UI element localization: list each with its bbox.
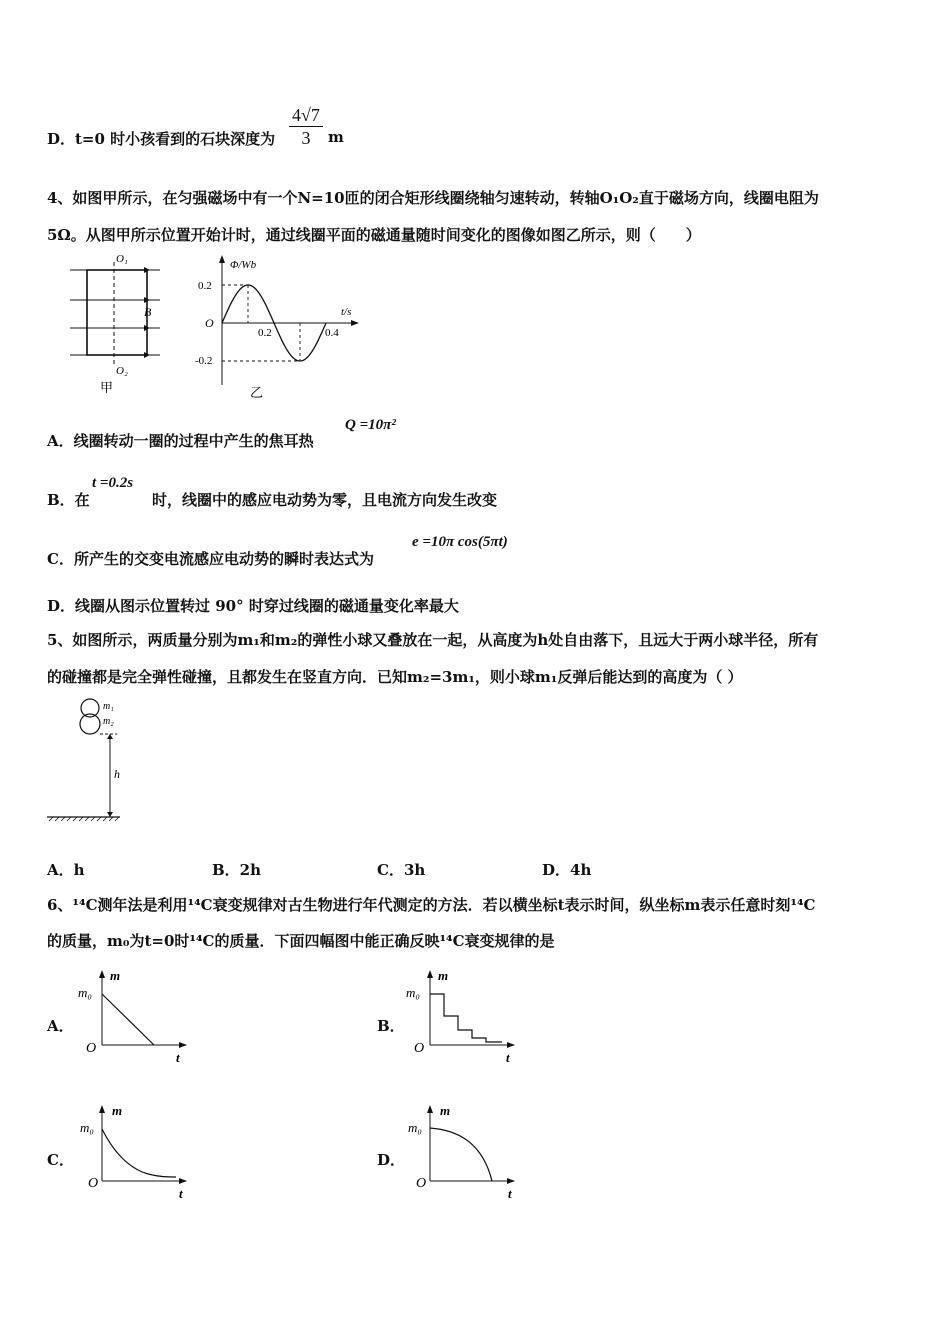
q6-stem-line2: 的质量，m₀为t=0时¹⁴C的质量．下面四幅图中能正确反映¹⁴C衰变规律的是 xyxy=(47,932,555,950)
m0-label: m₀ xyxy=(80,1120,94,1135)
q3-option-d-fraction xyxy=(289,104,323,149)
q5-option-b: B．2h xyxy=(212,861,262,879)
coil-rectangle xyxy=(87,270,147,355)
q4-option-b-suffix: 时，线圈中的感应电动势为零，且电流方向发生改变 xyxy=(152,491,498,509)
x-tick-2: 0.4 xyxy=(325,327,339,339)
x-axis-label: t xyxy=(179,1186,183,1201)
q4-figure-yi-chart xyxy=(195,255,365,405)
m0-label: m₀ xyxy=(406,985,420,1000)
fraction-denominator: 3 xyxy=(301,128,311,148)
q4-stem-line2: 5Ω。从图甲所示位置开始计时，通过线圈平面的磁通量随时间变化的图像如图乙所示，则（ ） xyxy=(47,226,701,244)
origin-label: O xyxy=(86,1041,97,1056)
q6-graph-d xyxy=(406,1103,526,1203)
y-axis-label: m xyxy=(440,1103,451,1118)
fraction-numerator: 4√7 xyxy=(289,104,323,127)
origin-label: O xyxy=(414,1041,425,1056)
q6-option-d-label: D． xyxy=(377,1151,406,1169)
q6-graph-a xyxy=(78,968,198,1068)
axis-bottom-label: O₂ xyxy=(116,365,128,377)
q5-figure xyxy=(45,695,135,830)
x-axis-label: t xyxy=(508,1186,512,1201)
y-axis-label: m xyxy=(112,1103,123,1118)
origin-label: O xyxy=(88,1176,99,1191)
q4-option-d: D．线圈从图示位置转过 90° 时穿过线圈的磁通量变化率最大 xyxy=(47,597,459,615)
figure-caption: 甲 xyxy=(100,380,114,395)
q5-option-a: A．h xyxy=(47,861,85,879)
q5-stem-line1: 5、如图所示，两质量分别为m₁和m₂的弹性小球又叠放在一起，从高度为h处自由落下，且远大于两小球半径，所有 xyxy=(47,631,819,649)
y-axis-label: m xyxy=(110,968,121,983)
stepped-decay-curve xyxy=(430,994,502,1042)
y-axis-arrow xyxy=(427,1105,433,1113)
x-axis-arrow xyxy=(351,320,359,326)
q5-option-c: C．3h xyxy=(377,861,426,879)
q4-stem-line1: 4、如图甲所示，在匀强磁场中有一个N=10匝的闭合矩形线圈绕轴匀速转动，转轴O₁O₂直于磁场方向，线圈电阻为 xyxy=(47,189,819,207)
x-axis-arrow xyxy=(179,1178,187,1184)
q6-option-b-label: B． xyxy=(377,1017,405,1035)
y-axis-label: m xyxy=(438,968,449,983)
q6-option-c-label: C． xyxy=(47,1151,74,1169)
figure-caption: 乙 xyxy=(250,385,264,400)
q4-option-a xyxy=(47,430,314,451)
q3-option-d-unit: m xyxy=(328,128,344,146)
q3-option-d-prefix: D．t=0 时小孩看到的石块深度为 xyxy=(47,130,276,148)
y-axis-arrow xyxy=(99,970,105,978)
x-axis-label: t/s xyxy=(341,306,352,318)
origin-label: O xyxy=(416,1176,427,1191)
q4-option-c-formula: e =10π cos(5πt) xyxy=(412,534,508,550)
linear-decay-curve xyxy=(102,994,154,1045)
q4-figure-jia xyxy=(60,250,170,400)
origin-label: O xyxy=(205,316,214,330)
q4-option-c xyxy=(47,548,374,569)
q4-option-a-text: A．线圈转动一圈的过程中产生的焦耳热 xyxy=(47,432,314,450)
x-axis-arrow xyxy=(179,1042,187,1048)
q6-graph-b xyxy=(406,968,526,1068)
q4-option-b-formula: t =0.2s xyxy=(92,475,134,491)
x-axis-label: t xyxy=(506,1050,510,1065)
x-tick-1: 0.2 xyxy=(258,327,272,339)
height-arrow-bottom xyxy=(107,812,113,817)
exponential-decay-curve xyxy=(102,1129,176,1177)
q5-option-d: D．4h xyxy=(542,861,592,879)
q6-stem-line1: 6、¹⁴C测年法是利用¹⁴C衰变规律对古生物进行年代测定的方法．若以横坐标t表示时间，纵坐标m表示任意时刻¹⁴C xyxy=(47,896,816,914)
x-axis-arrow xyxy=(507,1178,515,1184)
q6-option-a-label: A． xyxy=(47,1017,74,1035)
y-axis-arrow xyxy=(427,970,433,978)
y-axis-arrow xyxy=(99,1105,105,1113)
y-axis-arrow xyxy=(219,255,225,263)
x-axis-arrow xyxy=(507,1042,515,1048)
m0-label: m₀ xyxy=(78,985,92,1000)
y-tick-negative: -0.2 xyxy=(195,355,213,367)
q4-option-c-text: C．所产生的交变电流感应电动势的瞬时表达式为 xyxy=(47,550,374,568)
height-arrow-top xyxy=(107,734,113,739)
q3-option-d xyxy=(47,128,275,149)
field-label: B xyxy=(144,305,152,319)
q4-option-a-formula: Q =10π² xyxy=(345,417,396,433)
q5-stem-line2: 的碰撞都是完全弹性碰撞，且都发生在竖直方向．已知m₂=3m₁，则小球m₁反弹后能达到的高度为（ ） xyxy=(47,668,743,686)
q6-graph-c xyxy=(78,1103,198,1203)
m1-label: m₁ xyxy=(103,701,114,712)
y-tick-positive: 0.2 xyxy=(198,280,212,292)
m0-label: m₀ xyxy=(408,1120,422,1135)
y-axis-label: Φ/Wb xyxy=(230,259,257,271)
axis-top-label: O₁ xyxy=(116,253,128,265)
q4-option-b xyxy=(47,489,90,510)
height-label: h xyxy=(114,767,120,781)
concave-decay-curve xyxy=(430,1128,492,1181)
q4-option-b-prefix: B．在 xyxy=(47,491,90,509)
m2-label: m₂ xyxy=(103,716,114,727)
x-axis-label: t xyxy=(176,1050,180,1065)
